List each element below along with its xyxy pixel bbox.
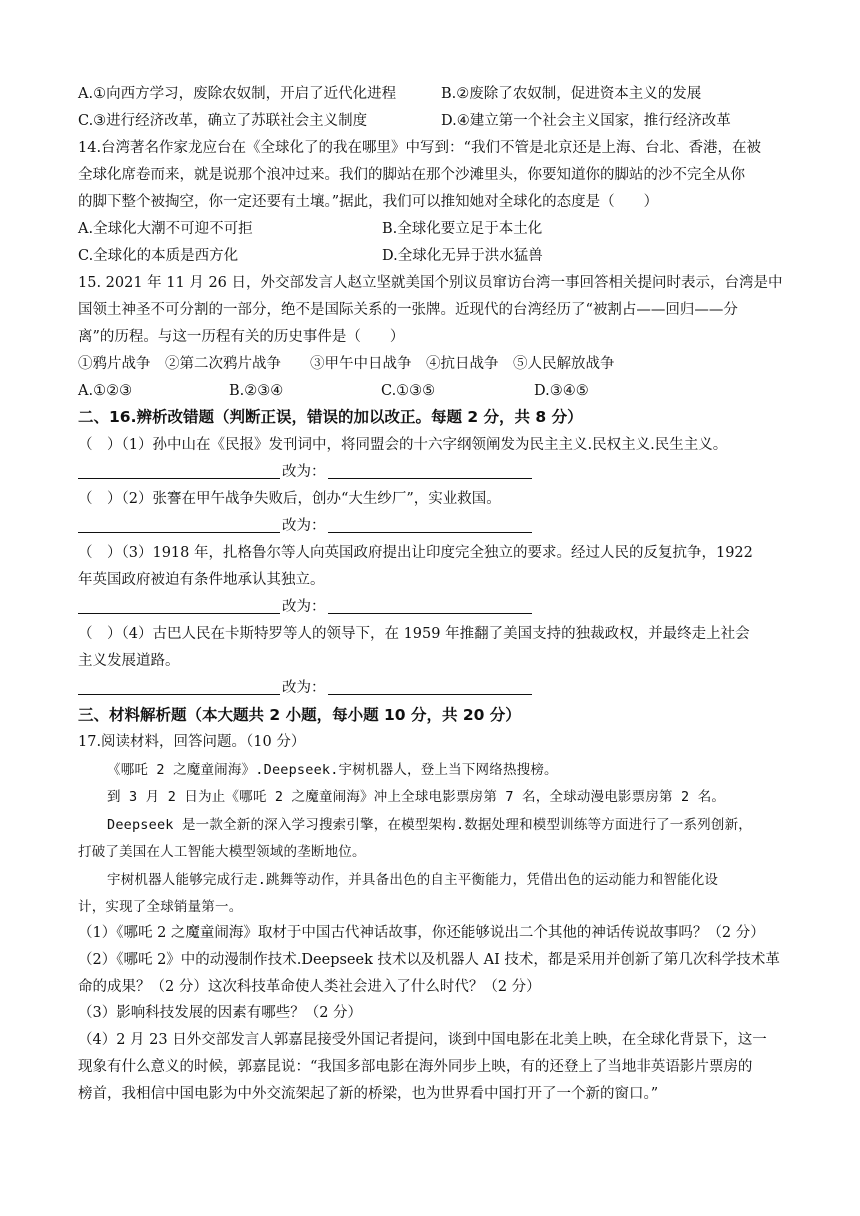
q17-title: 17.阅读材料，回答问题。（10 分） [78,734,306,750]
section3-heading: 三、材料解析题（本大题共 2 小题，每小题 10 分，共 20 分） [78,706,521,724]
q15-option-c: C.①③⑤ [381,383,436,399]
q16-gai-label1: 改为： [282,464,326,480]
material-para4-line2: 计，实现了全球销量第一。 [78,899,243,915]
q14-option-c: C.全球化的本质是西方化 [78,248,239,264]
q16-item1: （ ）（1）孙中山在《民报》发刊词中，将同盟会的十六字纲领阐发为民主主义.民权主义.民生主义。 [78,437,728,453]
q16-blank2-right[interactable] [328,514,532,533]
q17-subq2-line2: 命的成果？（2 分）这次科技革命使人类社会进入了什么时代？（2 分） [78,979,541,995]
q16-blank4-right[interactable] [328,676,532,695]
q16-blank3-left[interactable] [78,595,280,614]
q16-item3-line1: （ ）（3）1918 年，扎格鲁尔等人向英国政府提出让印度完全独立的要求。经过人民的反复抗争，1922 [78,545,753,561]
q13-option-a: A.①向西方学习，废除农奴制，开启了近代化进程 [78,86,397,102]
material-para3-line1: Deepseek 是一款全新的深入学习搜索引擎，在模型架构.数据处理和模型训练等方面进行了一系列创新， [107,817,752,833]
q14-option-d: D.全球化无异于洪水猛兽 [382,248,543,264]
q16-blank2-left[interactable] [78,514,280,533]
q14-stem-line3: 的脚下整个被掏空，你一定还要有土壤。”据此，我们可以推知她对全球化的态度是（ ） [78,194,659,210]
material-para2: 到 3 月 2 日为止《哪吒 2 之魔童闹海》冲上全球电影票房第 7 名，全球动漫电影票房第 2 名。 [107,789,726,805]
q13-option-b: B.②废除了农奴制，促进资本主义的发展 [441,86,702,102]
q17-subq2-line1: （2）《哪吒 2》中的动漫制作技术.Deepseek 技术以及机器人 AI 技术，都是采用并创新了第几次科学技术革 [78,952,780,968]
q16-item2: （ ）（2）张謇在甲午战争失败后，创办“大生纱厂”，实业救国。 [78,491,501,507]
section2-heading: 二、16.辨析改错题（判断正误，错误的加以改正。每题 2 分，共 8 分） [78,408,583,426]
q16-blank4-left[interactable] [78,676,280,695]
q14-option-a: A.全球化大潮不可迎不可拒 [78,221,253,237]
q17-subq3: （3）影响科技发展的因素有哪些？（2 分） [78,1005,363,1021]
q15-stem-line2: 国领土神圣不可分割的一部分，绝不是国际关系的一张牌。近现代的台湾经历了“被割占——回归——分 [78,302,738,318]
q14-option-b: B.全球化要立足于本土化 [382,221,543,237]
q16-blank1-right[interactable] [328,460,532,479]
q16-blank1-left[interactable] [78,460,280,479]
material-para4-line1: 宇树机器人能够完成行走.跳舞等动作，并具备出色的自主平衡能力，凭借出色的运动能力和智能化设 [107,872,719,888]
q14-stem-line2: 全球化席卷而来，就是说那个浪冲过来。我们的脚站在那个沙滩里头，你要知道你的脚站的沙不完全从你 [78,167,745,183]
q16-blank3-right[interactable] [328,595,532,614]
q16-gai-label2: 改为： [282,518,326,534]
q17-subq1: （1）《哪吒 2 之魔童闹海》取材于中国古代神话故事，你还能够说出二个其他的神话传说故事吗？（2 分） [78,925,765,941]
material-para3-line2: 打破了美国在人工智能大模型领域的垄断地位。 [78,844,366,860]
q17-subq4-line3: 榜首，我相信中国电影为中外交流架起了新的桥梁，也为世界看中国打开了一个新的窗口。” [78,1086,659,1102]
q17-subq4-line2: 现象有什么意义的时候，郭嘉昆说：“我国多部电影在海外同步上映，有的还登上了当地非英语影片票房的 [78,1059,753,1075]
q16-item4-line1: （ ）（4）古巴人民在卡斯特罗等人的领导下，在 1959 年推翻了美国支持的独裁政权，并最终走上社会 [78,626,750,642]
q14-stem-line1: 14.台湾著名作家龙应台在《全球化了的我在哪里》中写到：“我们不管是北京还是上海、台北、香港，在被 [78,140,761,156]
q13-option-c: C.③进行经济改革，确立了苏联社会主义制度 [78,113,368,129]
q16-item4-line2: 主义发展道路。 [78,653,180,669]
q15-option-a: A.①②③ [78,383,133,399]
q16-item3-line2: 年英国政府被迫有条件地承认其独立。 [78,572,325,588]
q15-option-b: B.②③④ [229,383,284,399]
q16-gai-label4: 改为： [282,680,326,696]
q15-stem-line1: 15. 2021 年 11 月 26 日，外交部发言人赵立坚就美国个别议员窜访台湾一事回答相关提问时表示，台湾是中 [78,275,783,291]
q15-items: ①鸦片战争 ②第二次鸦片战争 ③甲午中日战争 ④抗日战争 ⑤人民解放战争 [78,356,615,372]
q15-option-d: D.③④⑤ [534,383,589,399]
q16-gai-label3: 改为： [282,599,326,615]
q15-stem-line3: 离”的历程。与这一历程有关的历史事件是（ ） [78,329,405,345]
material-para1: 《哪吒 2 之魔童闹海》.Deepseek.宇树机器人，登上当下网络热搜榜。 [107,762,558,778]
q17-subq4-line1: （4）2 月 23 日外交部发言人郭嘉昆接受外国记者提问，谈到中国电影在北美上映，在全球化背景下，这一 [78,1032,767,1048]
q13-option-d: D.④建立第一个社会主义国家，推行经济改革 [441,113,731,129]
